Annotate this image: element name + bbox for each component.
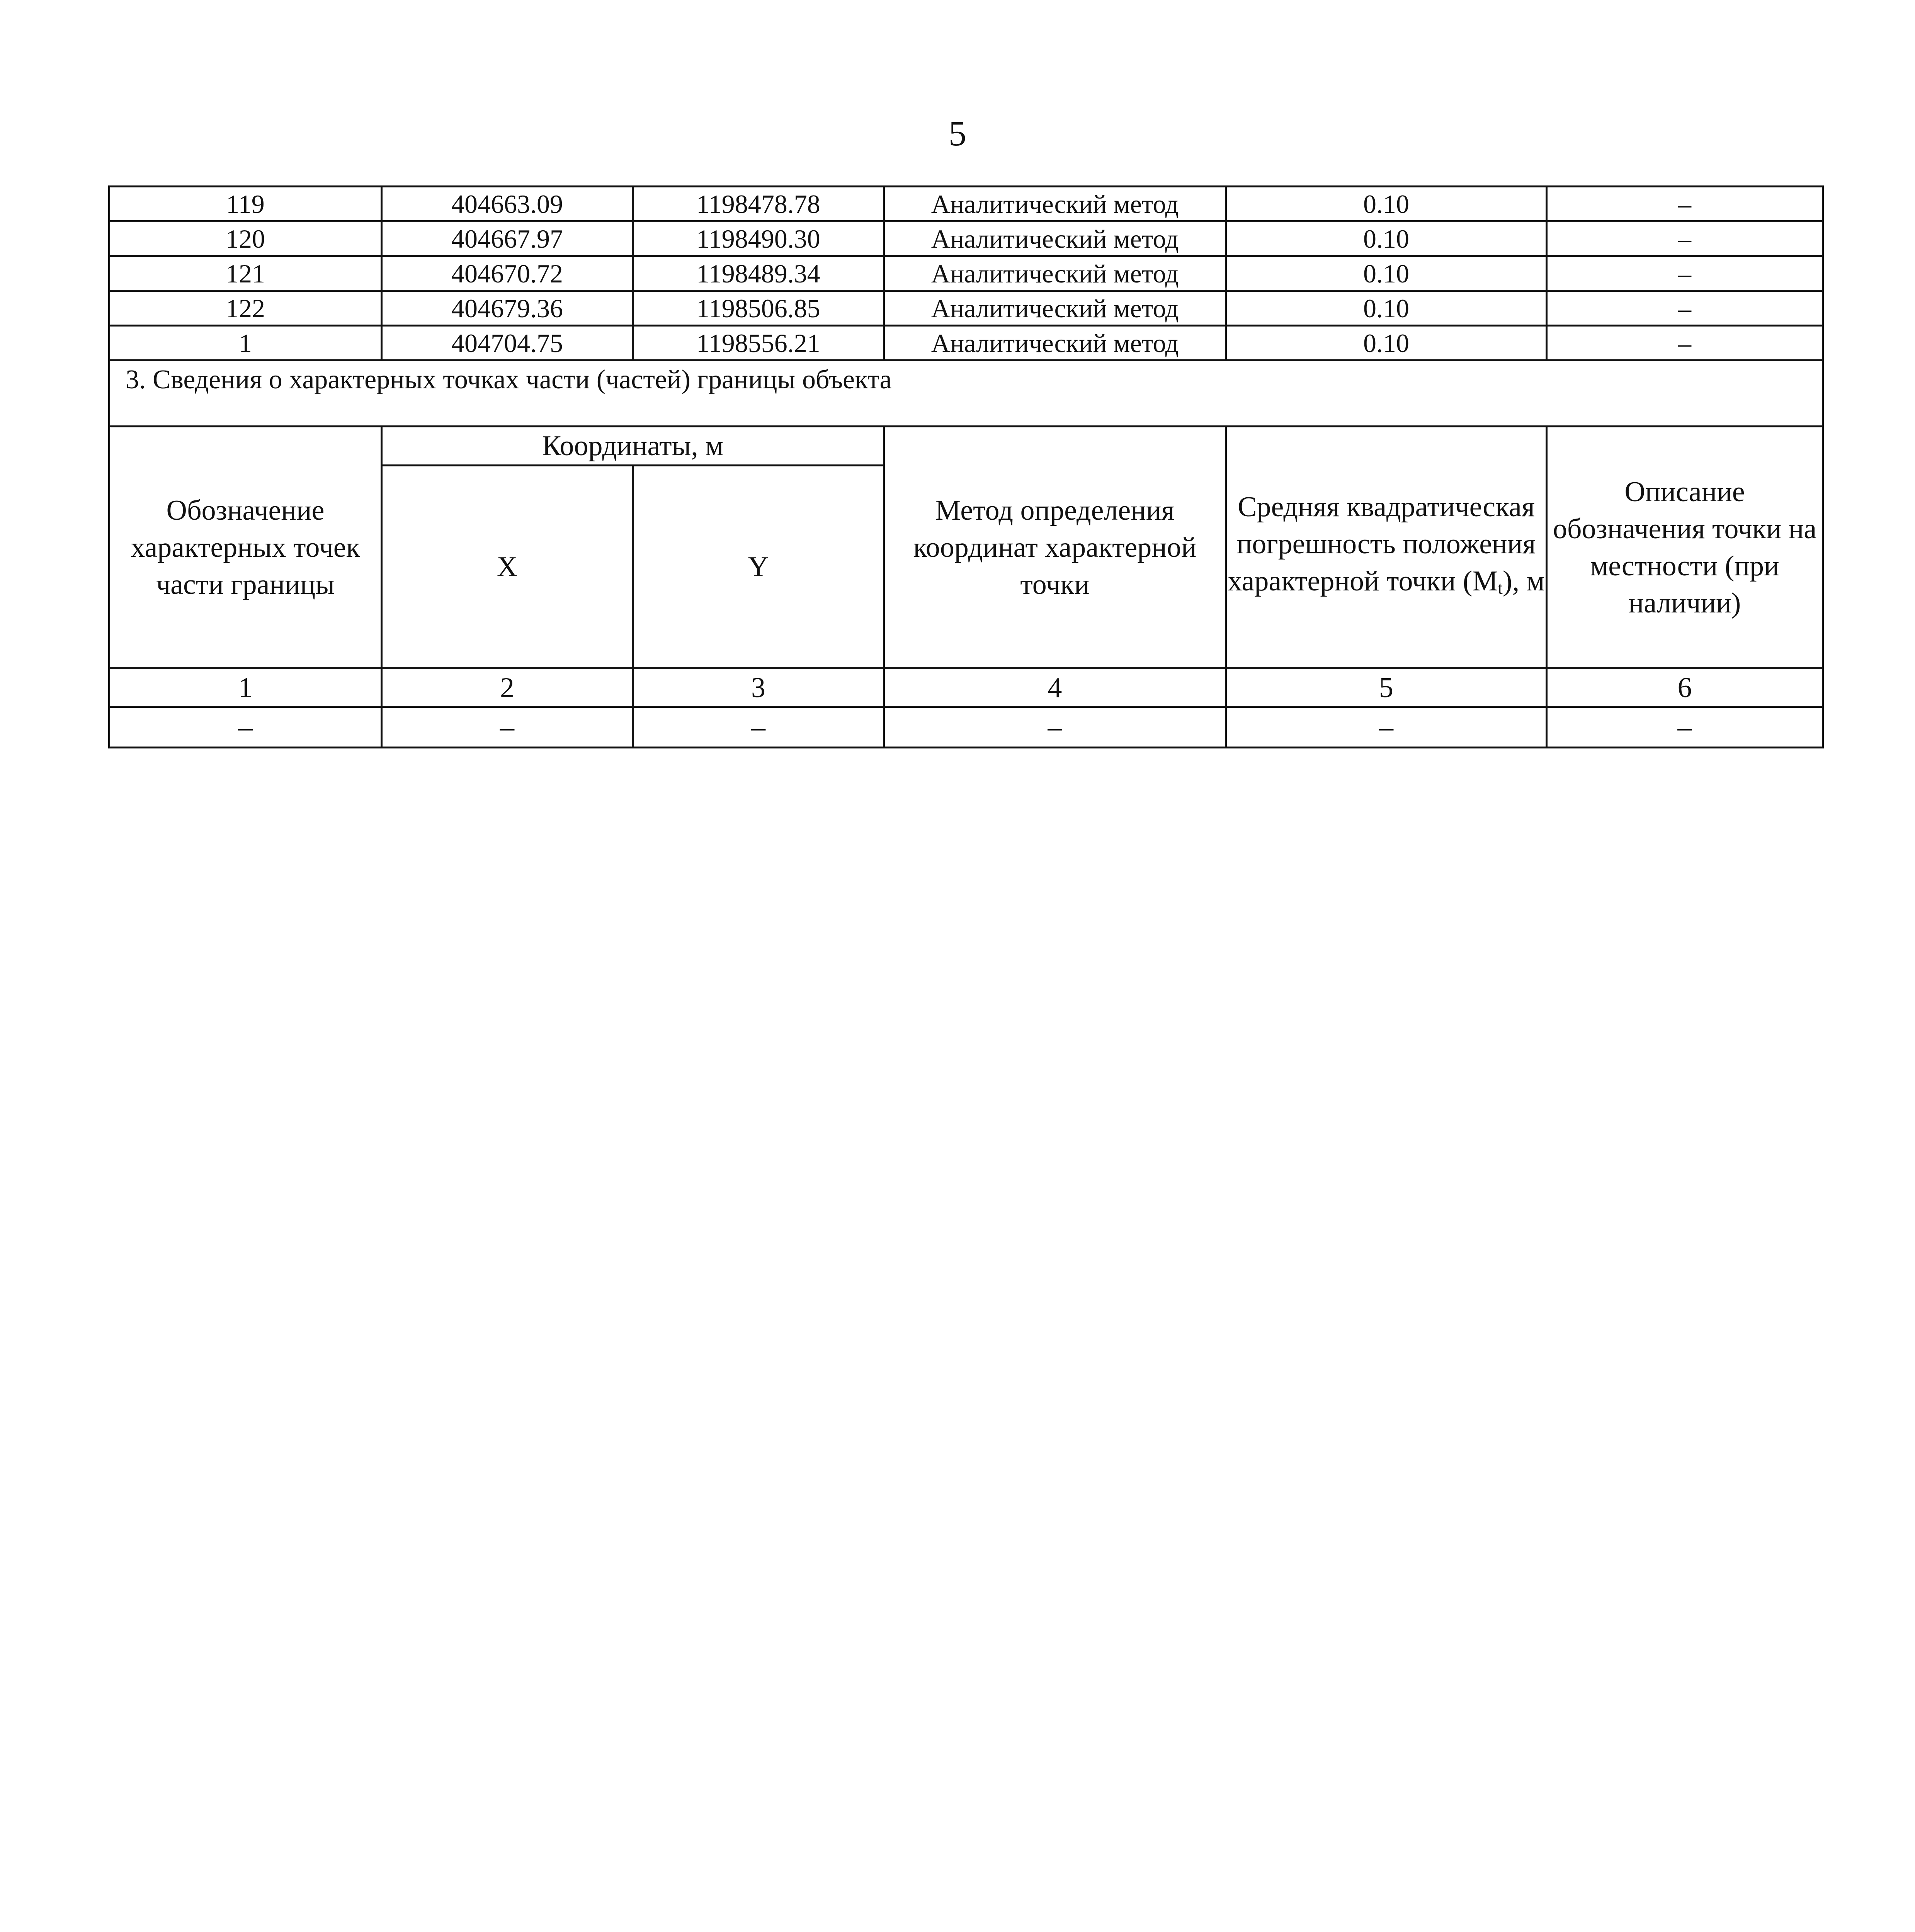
empty-cell: – (382, 707, 633, 748)
empty-cell: – (633, 707, 884, 748)
column-number: 1 (109, 668, 382, 707)
description-cell: – (1547, 256, 1823, 291)
point-number-cell: 119 (109, 187, 382, 221)
x-coordinate-cell: 404679.36 (382, 291, 633, 326)
error-cell: 0.10 (1226, 187, 1547, 221)
description-cell: – (1547, 326, 1823, 361)
error-header-unit: ), м (1503, 565, 1545, 597)
point-number-cell: 122 (109, 291, 382, 326)
x-coordinate-cell: 404667.97 (382, 221, 633, 256)
description-cell: – (1547, 187, 1823, 221)
header-row (109, 427, 1823, 466)
column-number: 3 (633, 668, 884, 707)
table-row (109, 187, 1823, 221)
y-coordinate-cell: 1198478.78 (633, 187, 884, 221)
method-cell: Аналитический метод (884, 256, 1226, 291)
y-coordinate-cell: 1198489.34 (633, 256, 884, 291)
boundary-points-table (108, 185, 1824, 748)
table-row (109, 707, 1823, 748)
point-number-cell: 120 (109, 221, 382, 256)
y-coordinate-cell: 1198556.21 (633, 326, 884, 361)
description-cell: – (1547, 221, 1823, 256)
x-coordinate-cell: 404704.75 (382, 326, 633, 361)
section-title-row (109, 361, 1823, 427)
coordinates-header: Координаты, м (382, 427, 884, 466)
description-header: Описание обозначения точки на местности (при наличии) (1547, 427, 1823, 668)
point-designation-header: Обозначение характерных точек части границы (109, 427, 382, 668)
column-number: 6 (1547, 668, 1823, 707)
method-header: Метод определения координат характерной точки (884, 427, 1226, 668)
error-header-text: Средняя квадратическая погрешность положения характерной точки (M (1228, 491, 1536, 597)
method-cell: Аналитический метод (884, 187, 1226, 221)
method-cell: Аналитический метод (884, 326, 1226, 361)
page-number: 5 (949, 114, 966, 153)
x-header: X (382, 466, 633, 668)
point-number-cell: 121 (109, 256, 382, 291)
table-row (109, 221, 1823, 256)
y-header: Y (633, 466, 884, 668)
x-coordinate-cell: 404670.72 (382, 256, 633, 291)
method-cell: Аналитический метод (884, 221, 1226, 256)
error-cell: 0.10 (1226, 326, 1547, 361)
error-header (1226, 427, 1547, 668)
empty-cell: – (1547, 707, 1823, 748)
table-row (109, 256, 1823, 291)
section-title: 3. Сведения о характерных точках части (частей) границы объекта (109, 361, 1823, 427)
empty-cell: – (884, 707, 1226, 748)
description-cell: – (1547, 291, 1823, 326)
empty-cell: – (109, 707, 382, 748)
point-number-cell: 1 (109, 326, 382, 361)
error-header-subscript: t (1498, 578, 1503, 598)
column-numbers-row (109, 668, 1823, 707)
table-row (109, 291, 1823, 326)
method-cell: Аналитический метод (884, 291, 1226, 326)
table-row (109, 326, 1823, 361)
error-cell: 0.10 (1226, 256, 1547, 291)
column-number: 2 (382, 668, 633, 707)
error-cell: 0.10 (1226, 291, 1547, 326)
y-coordinate-cell: 1198490.30 (633, 221, 884, 256)
error-cell: 0.10 (1226, 221, 1547, 256)
x-coordinate-cell: 404663.09 (382, 187, 633, 221)
column-number: 4 (884, 668, 1226, 707)
y-coordinate-cell: 1198506.85 (633, 291, 884, 326)
column-number: 5 (1226, 668, 1547, 707)
empty-cell: – (1226, 707, 1547, 748)
